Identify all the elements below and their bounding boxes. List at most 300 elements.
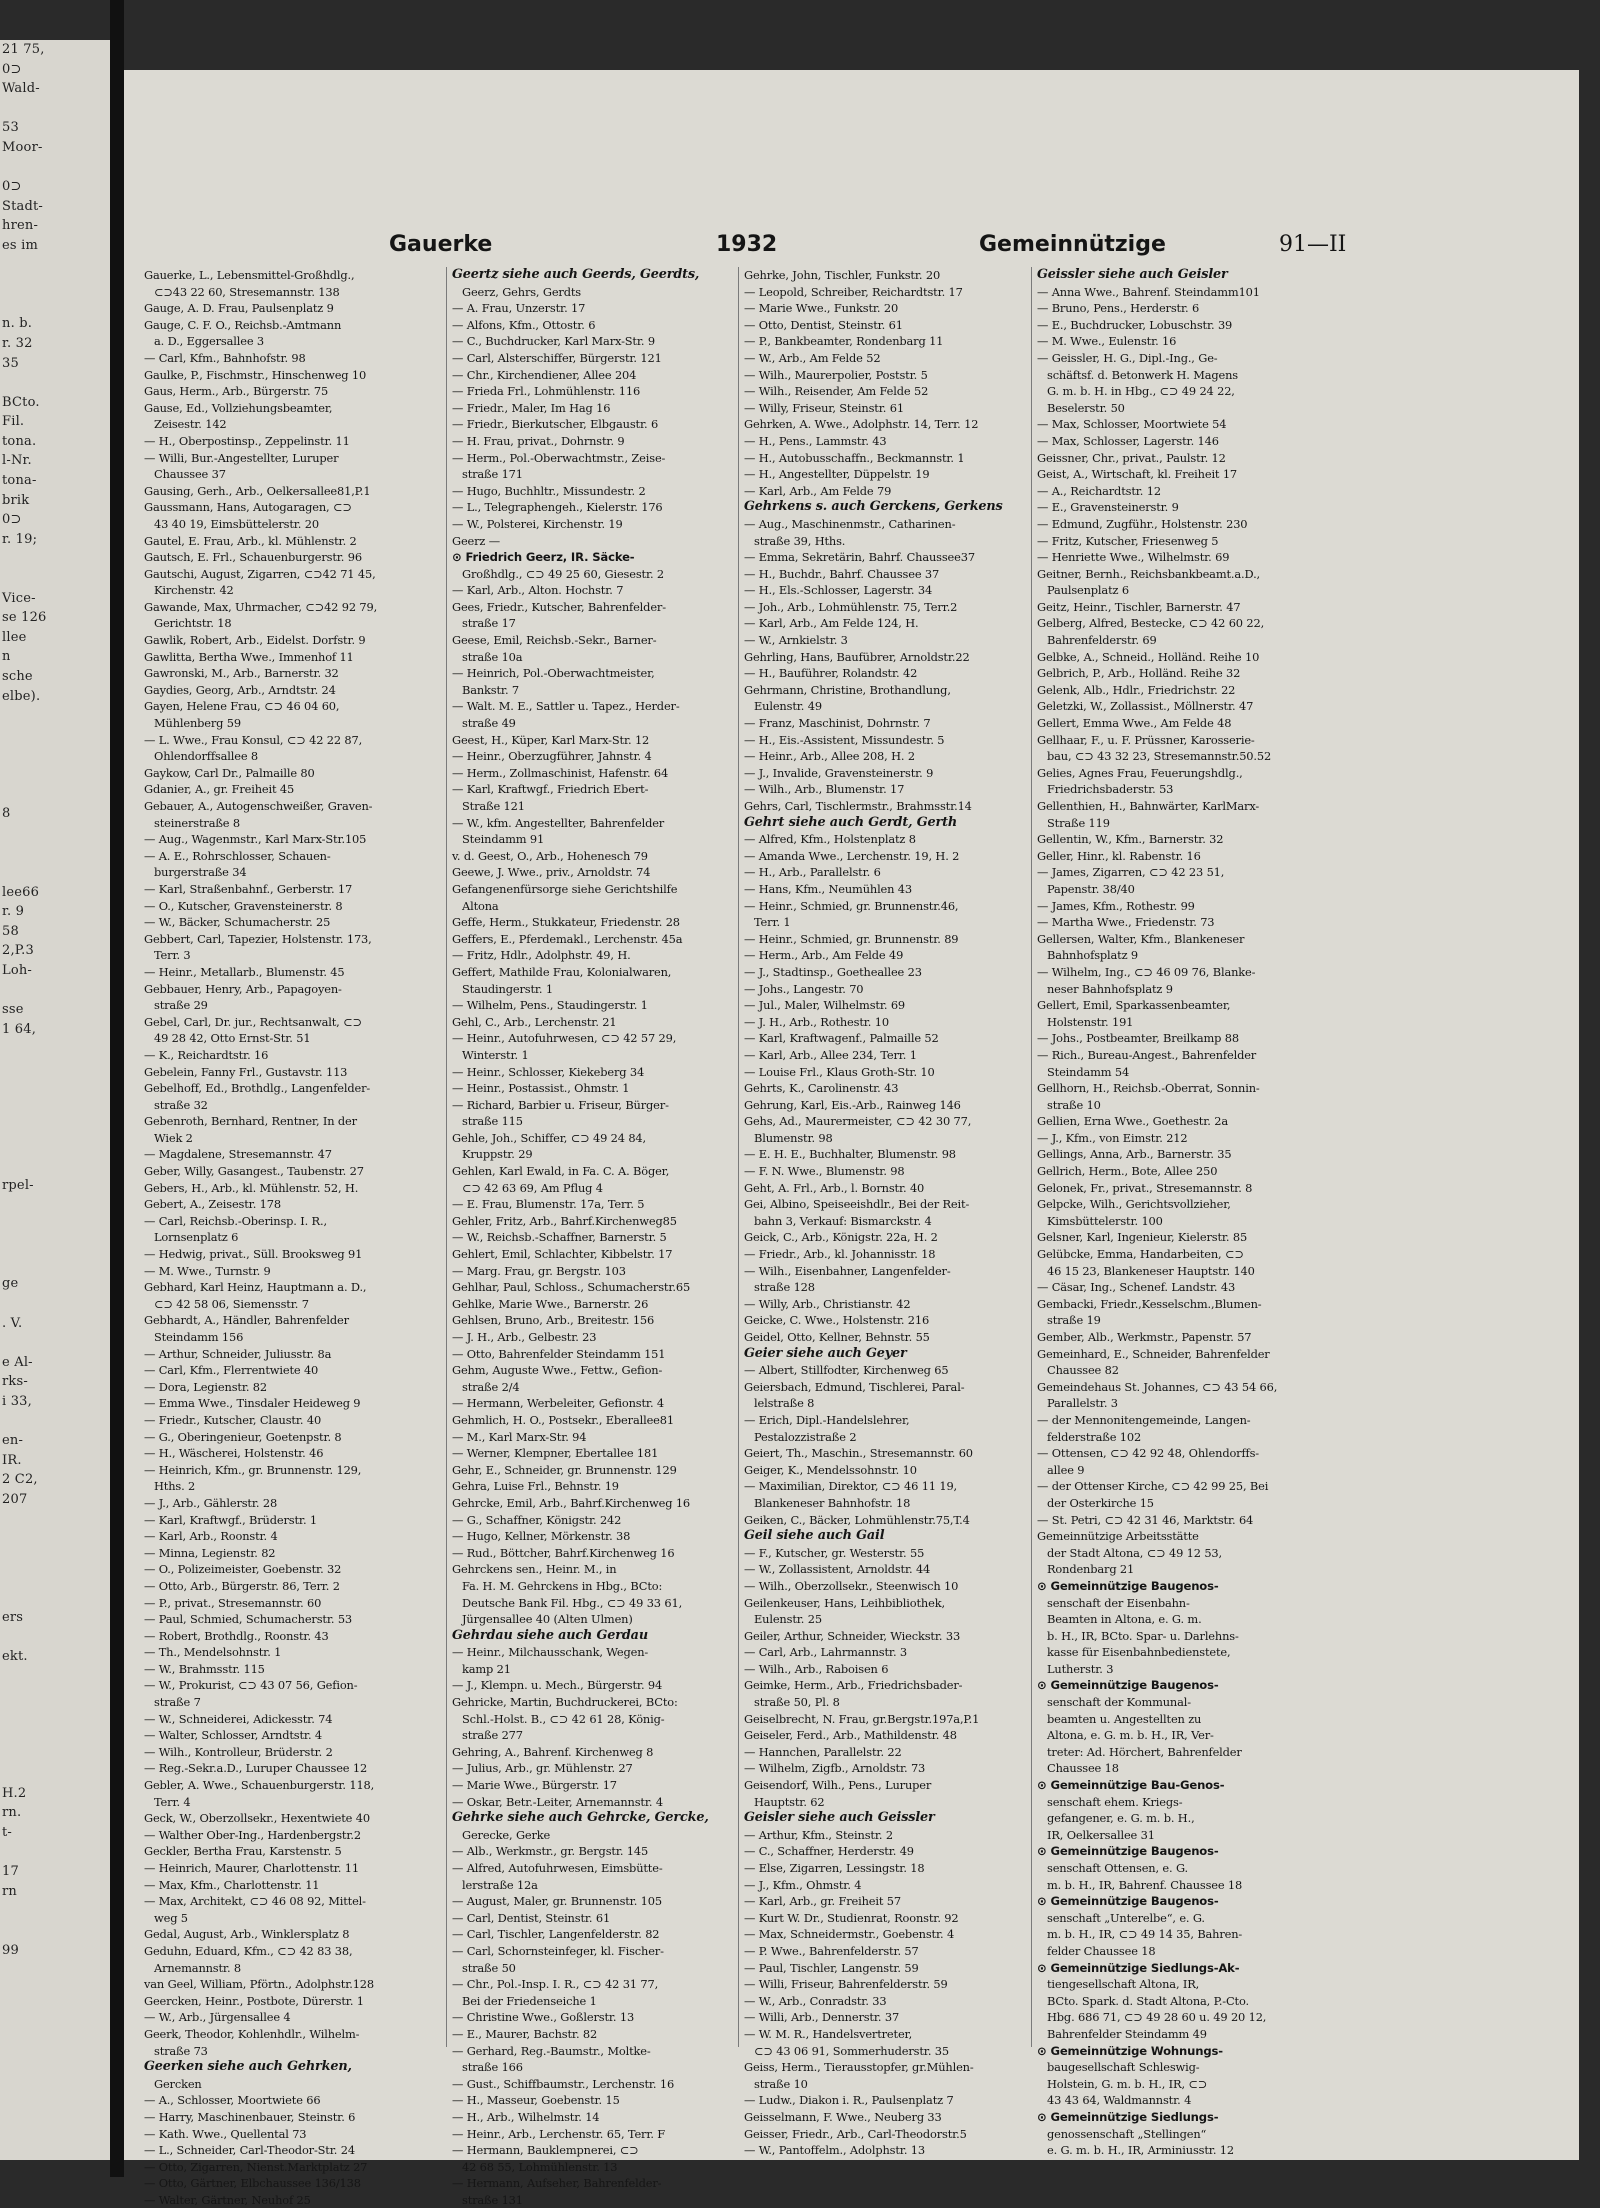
directory-entry: — E., Buchdrucker, Lobuschstr. 39 <box>1037 317 1233 332</box>
column-divider <box>738 267 739 2047</box>
directory-entry: — E., Maurer, Bachstr. 82 <box>452 2026 598 2041</box>
directory-entry: Geerz — <box>452 533 500 548</box>
adjacent-page-line: 35 <box>2 355 19 371</box>
directory-entry: — Otto, Arb., Bürgerstr. 86, Terr. 2 <box>144 1578 340 1593</box>
directory-entry: — O., Polizeimeister, Goebenstr. 32 <box>144 1562 342 1577</box>
entry-continuation: gefangener, e. G. m. b. H., <box>1047 1811 1195 1826</box>
directory-entry: — Marie Wwe., Funkstr. 20 <box>744 301 899 316</box>
entry-continuation: tiengesellschaft Altona, IR, <box>1047 1977 1200 1992</box>
directory-entry: Gauge, A. D. Frau, Paulsenplatz 9 <box>144 301 334 316</box>
entry-continuation: straße 166 <box>462 2060 523 2075</box>
adjacent-page-line: l-Nr. <box>2 453 32 469</box>
entry-continuation: Bahnhofsplatz 9 <box>1047 948 1139 963</box>
directory-entry: — Aug., Maschinenmstr., Catharinen- <box>744 516 956 531</box>
adjacent-page-line: r. 19; <box>2 531 38 547</box>
directory-entry: — Carl, Arb., Lahrmannstr. 3 <box>744 1645 907 1660</box>
entry-continuation: m. b. H., IR, Bahrenf. Chaussee 18 <box>1047 1877 1243 1892</box>
directory-entry: Gemeindehaus St. Johannes, ⊂⊃ 43 54 66, <box>1037 1379 1278 1394</box>
directory-entry: — Aug., Wagenmstr., Karl Marx-Str.105 <box>144 832 367 847</box>
directory-entry: — Karl, Arb., Am Felde 124, H. <box>744 616 919 631</box>
directory-entry: Gehrts, K., Carolinenstr. 43 <box>744 1081 899 1096</box>
entry-continuation: Straße 121 <box>462 799 525 813</box>
adjacent-page-line: 2 C2, <box>2 1472 38 1488</box>
adjacent-page-line: e Al- <box>2 1354 33 1370</box>
adjacent-page-line: 17 <box>2 1864 19 1880</box>
adjacent-page-line <box>0 1921 110 1941</box>
entry-continuation: felder Chaussee 18 <box>1047 1943 1156 1958</box>
entry-continuation: Altona, e. G. m. b. H., IR, Ver- <box>1047 1728 1214 1743</box>
directory-entry: van Geel, William, Pförtn., Adolphstr.128 <box>144 1977 374 1992</box>
directory-entry: — Franz, Maschinist, Dohrnstr. 7 <box>744 716 931 731</box>
adjacent-page-line: 53 <box>2 120 19 136</box>
directory-entry: Gauerke, L., Lebensmittel-Großhdlg., <box>144 268 355 282</box>
adjacent-page-line <box>0 726 110 746</box>
directory-entry: — Karl, Straßenbahnf., Gerberstr. 17 <box>144 881 353 896</box>
directory-entry: Gellert, Emil, Sparkassenbeamter, <box>1037 998 1231 1013</box>
directory-entry: — Wilhelm, Zigfb., Arnoldstr. 73 <box>744 1761 926 1776</box>
entry-continuation: Paulsenplatz 6 <box>1047 583 1129 598</box>
adjacent-page-line: 21 75, <box>2 42 45 57</box>
adjacent-page-line: 1 64, <box>2 1021 37 1037</box>
directory-entry: Gebers, H., Arb., kl. Mühlenstr. 52, H. <box>144 1180 359 1195</box>
header-year: 1932 <box>716 232 778 257</box>
directory-entry: Geiler, Arthur, Schneider, Wieckstr. 33 <box>744 1628 961 1643</box>
directory-entry: — Max, Architekt, ⊂⊃ 46 08 92, Mittel- <box>144 1894 366 1909</box>
directory-entry: — Karl, Arb., Roonstr. 4 <box>144 1529 278 1544</box>
header-last-entry: Gemeinnützige <box>979 232 1166 257</box>
adjacent-page-line <box>0 1588 110 1608</box>
adjacent-page-line: rn <box>2 1883 17 1899</box>
directory-entry: — Max, Schneidermstr., Goebenstr. 4 <box>744 1927 955 1942</box>
entry-continuation: straße 171 <box>462 467 523 482</box>
entry-continuation: straße 131 <box>462 2192 523 2207</box>
directory-entry: ⊙ Gemeinnützige Wohnungs- <box>1037 2043 1223 2058</box>
directory-entry: — C., Buchdrucker, Karl Marx-Str. 9 <box>452 334 655 349</box>
directory-entry: Gebenroth, Bernhard, Rentner, In der <box>144 1114 357 1129</box>
directory-entry: — J., Invalide, Gravensteinerstr. 9 <box>744 765 934 780</box>
adjacent-page-line <box>0 1901 110 1921</box>
adjacent-page-line: 99 <box>2 1942 19 1958</box>
directory-entry: Gehr, E., Schneider, gr. Brunnenstr. 129 <box>452 1462 677 1477</box>
directory-entry: Geissler siehe auch Geisler <box>1037 267 1228 282</box>
directory-entry: — Fritz, Kutscher, Friesenweg 5 <box>1037 533 1219 548</box>
entry-continuation: Mühlenberg 59 <box>154 716 241 731</box>
entry-continuation: weg 5 <box>154 1910 188 1925</box>
entry-continuation: Gercken <box>154 2076 202 2091</box>
directory-entry: — Ludw., Diakon i. R., Paulsenplatz 7 <box>744 2093 954 2108</box>
directory-entry: — W., Zollassistent, Arnoldstr. 44 <box>744 1562 931 1577</box>
directory-entry: — Dora, Legienstr. 82 <box>144 1379 267 1394</box>
adjacent-page-line <box>0 256 110 276</box>
directory-entry: — Willy, Arb., Christianstr. 42 <box>744 1296 911 1311</box>
directory-entry: — Gust., Schiffbaumstr., Lerchenstr. 16 <box>452 2076 675 2091</box>
entry-continuation: Holstenstr. 191 <box>1047 1014 1134 1029</box>
directory-entry: — Herm., Pol.-Oberwachtmstr., Zeise- <box>452 450 666 465</box>
adjacent-page-line <box>0 765 110 785</box>
directory-entry: — Walter, Schlosser, Arndtstr. 4 <box>144 1728 322 1743</box>
directory-entry: Gemeinhard, E., Schneider, Bahrenfelder <box>1037 1346 1270 1361</box>
entry-continuation: bau, ⊂⊃ 43 32 23, Stresemannstr.50.52 <box>1047 749 1272 764</box>
directory-entry: — Max, Schlosser, Lagerstr. 146 <box>1037 433 1219 448</box>
directory-entry: Gelpcke, Wilh., Gerichtsvollzieher, <box>1037 1197 1231 1212</box>
directory-entry: Geier siehe auch Geyer <box>744 1345 907 1361</box>
directory-entry: ⊙ Gemeinnützige Baugenos- <box>1037 1678 1219 1693</box>
adjacent-page-line: rn. <box>2 1805 22 1821</box>
directory-entry: — Carl, Schornsteinfeger, kl. Fischer- <box>452 1943 664 1958</box>
directory-entry: — H., Buchdr., Bahrf. Chaussee 37 <box>744 566 940 581</box>
directory-entry: Gebhard, Karl Heinz, Hauptmann a. D., <box>144 1280 367 1295</box>
directory-entry: Gebbert, Carl, Tapezier, Holstenstr. 173, <box>144 931 372 946</box>
directory-entry: — Willi, Bur.-Angestellter, Luruper <box>144 450 339 465</box>
directory-entry: — Harry, Maschinenbauer, Steinstr. 6 <box>144 2109 356 2124</box>
directory-entry: Geiger, K., Mendelssohnstr. 10 <box>744 1462 917 1477</box>
directory-entry: — St. Petri, ⊂⊃ 42 31 46, Marktstr. 64 <box>1037 1512 1254 1527</box>
directory-entry: — H., Eis.-Assistent, Missundestr. 5 <box>744 732 945 747</box>
directory-entry: Gehrcke, Emil, Arb., Bahrf.Kirchenweg 16 <box>452 1495 691 1510</box>
directory-entry: — Minna, Legienstr. 82 <box>144 1545 276 1560</box>
directory-entry: — Max, Schlosser, Moortwiete 54 <box>1037 417 1227 432</box>
directory-entry: Gehrckens sen., Heinr. M., in <box>452 1562 617 1577</box>
entry-continuation: a. D., Eggersallee 3 <box>154 334 264 349</box>
directory-entry: — Karl, Kraftwgf., Brüderstr. 1 <box>144 1512 317 1527</box>
directory-entry: — Heinr., Metallarb., Blumenstr. 45 <box>144 964 345 979</box>
directory-entry: Gehrs, Carl, Tischlermstr., Brahmsstr.14 <box>744 799 972 813</box>
entry-continuation: Staudingerstr. 1 <box>462 981 553 996</box>
directory-entry: Gebhardt, A., Händler, Bahrenfelder <box>144 1313 349 1328</box>
directory-entry: — Marie Wwe., Bürgerstr. 17 <box>452 1778 617 1793</box>
directory-entry: Gedal, August, Arb., Winklersplatz 8 <box>144 1927 350 1942</box>
entry-continuation: Winterstr. 1 <box>462 1047 529 1062</box>
directory-entry: — P., privat., Stresemannstr. 60 <box>144 1595 322 1610</box>
directory-entry: — Hedwig, privat., Süll. Brooksweg 91 <box>144 1247 363 1262</box>
entry-continuation: senschaft Ottensen, e. G. <box>1047 1861 1188 1875</box>
entry-continuation: Papenstr. 38/40 <box>1047 881 1135 896</box>
entry-continuation: ⊂⊃ 42 63 69, Am Pflug 4 <box>462 1180 603 1195</box>
adjacent-page-line <box>0 1098 110 1118</box>
directory-entry: — Chr., Kirchendiener, Allee 204 <box>452 367 637 382</box>
directory-entry: Gehrt siehe auch Gerdt, Gerth <box>744 814 957 830</box>
directory-entry: Geber, Willy, Gasangest., Taubenstr. 27 <box>144 1164 364 1179</box>
directory-entry: Gautsch, E. Frl., Schauenburgerstr. 96 <box>144 550 362 565</box>
directory-entry: — J. H., Arb., Rothestr. 10 <box>744 1014 889 1029</box>
directory-entry: — Gerhard, Reg.-Baumstr., Moltke- <box>452 2043 651 2058</box>
directory-entry: — Paul, Schmied, Schumacherstr. 53 <box>144 1612 353 1627</box>
directory-entry: Geertz siehe auch Geerds, Geerdts, <box>452 267 700 282</box>
entry-continuation: der Osterkirche 15 <box>1047 1495 1154 1510</box>
adjacent-page-line <box>0 785 110 805</box>
directory-entry: Geffers, E., Pferdemakl., Lerchenstr. 45a <box>452 931 683 946</box>
adjacent-page-line <box>0 373 110 393</box>
adjacent-page-line: Wald- <box>2 81 40 97</box>
entry-continuation: Jürgensallee 40 (Alten Ulmen) <box>462 1612 633 1627</box>
directory-entry: Gembacki, Friedr.,Kesselschm.,Blumen- <box>1037 1296 1262 1311</box>
directory-entry: Geest, H., Küper, Karl Marx-Str. 12 <box>452 732 650 747</box>
directory-entry: — Karl, Kraftwgf., Friedrich Ebert- <box>452 782 649 797</box>
directory-entry: — Willi, Friseur, Bahrenfelderstr. 59 <box>744 1977 948 1992</box>
directory-entry: Geiert, Th., Maschin., Stresemannstr. 60 <box>744 1446 973 1461</box>
directory-entry: — H., Wäscherei, Holstenstr. 46 <box>144 1446 324 1461</box>
adjacent-page-line: sse <box>2 1002 24 1018</box>
entry-continuation: steinerstraße 8 <box>154 815 240 830</box>
directory-entry: — Rich., Bureau-Angest., Bahrenfelder <box>1037 1047 1257 1062</box>
directory-entry: — Reg.-Sekr.a.D., Luruper Chaussee 12 <box>144 1761 368 1776</box>
directory-entry: Geicke, C. Wwe., Holstenstr. 216 <box>744 1313 930 1328</box>
directory-entry: — Otto, Dentist, Steinstr. 61 <box>744 317 903 332</box>
directory-entry: Geese, Emil, Reichsb.-Sekr., Barner- <box>452 633 657 648</box>
entry-continuation: Bei der Friedenseiche 1 <box>462 1993 597 2008</box>
directory-entry: Gehlsen, Bruno, Arb., Breitestr. 156 <box>452 1313 655 1328</box>
directory-entry: — H., Arb., Parallelstr. 6 <box>744 865 881 880</box>
directory-entry: Gehricke, Martin, Buchdruckerei, BCto: <box>452 1695 678 1710</box>
directory-entry: — J., Kfm., Ohmstr. 4 <box>744 1877 862 1892</box>
adjacent-page-line: Vice- <box>2 590 36 606</box>
entry-continuation: Geerz, Gehrs, Gerdts <box>462 284 581 299</box>
directory-entry: Gehrung, Karl, Eis.-Arb., Rainweg 146 <box>744 1097 961 1112</box>
directory-entry: — Karl, Arb., Alton. Hochstr. 7 <box>452 583 624 598</box>
directory-entry: — H., Pens., Lammstr. 43 <box>744 433 887 448</box>
directory-entry: — Karl, Arb., Allee 234, Terr. 1 <box>744 1047 917 1062</box>
directory-entry: — James, Zigarren, ⊂⊃ 42 23 51, <box>1037 865 1225 880</box>
directory-entry: — Wilh., Arb., Raboisen 6 <box>744 1661 889 1676</box>
entry-continuation: bahn 3, Verkauf: Bismarckstr. 4 <box>754 1213 932 1228</box>
directory-entry: — M. Wwe., Turnstr. 9 <box>144 1263 271 1278</box>
entry-continuation: Deutsche Bank Fil. Hbg., ⊂⊃ 49 33 61, <box>462 1595 683 1610</box>
directory-entry: Gebler, A. Wwe., Schauenburgerstr. 118, <box>144 1778 375 1793</box>
directory-entry: — H., Autobusschaffn., Beckmannstr. 1 <box>744 450 965 465</box>
directory-entry: Geckler, Bertha Frau, Karstenstr. 5 <box>144 1844 342 1859</box>
adjacent-page-line <box>0 1118 110 1138</box>
directory-entry: Gawlitta, Bertha Wwe., Immenhof 11 <box>144 649 354 664</box>
entry-continuation: straße 277 <box>462 1728 523 1743</box>
directory-entry: Geerken siehe auch Gehrken, <box>144 2059 352 2075</box>
directory-entry: Geisser, Friedr., Arb., Carl-Theodorstr.5 <box>744 2126 967 2141</box>
directory-entry: — A., Reichardtstr. 12 <box>1037 483 1161 498</box>
directory-entry: — P., Bankbeamter, Rondenbarg 11 <box>744 334 944 349</box>
directory-entry: Gehrke siehe auch Gehrcke, Gercke, <box>452 1810 709 1826</box>
directory-entry: Gellien, Erna Wwe., Goethestr. 2a <box>1037 1114 1228 1129</box>
directory-entry: Geimke, Herm., Arb., Friedrichsbader- <box>744 1678 963 1693</box>
directory-entry: Gellenthien, H., Bahnwärter, KarlMarx- <box>1037 799 1260 813</box>
directory-entry: Gehlke, Marie Wwe., Barnerstr. 26 <box>452 1296 649 1311</box>
directory-entry: Gdanier, A., gr. Freiheit 45 <box>144 782 295 797</box>
adjacent-page-line: Moor- <box>2 139 43 155</box>
directory-entry: — der Mennonitengemeinde, Langen- <box>1037 1412 1251 1427</box>
directory-entry: Gefangenenfürsorge siehe Gerichtshilfe <box>452 881 678 896</box>
directory-entry: Gehle, Joh., Schiffer, ⊂⊃ 49 24 84, <box>452 1130 646 1145</box>
directory-entry: — Kurt W. Dr., Studienrat, Roonstr. 92 <box>744 1910 959 1925</box>
directory-entry: Gehrmann, Christine, Brothandlung, <box>744 682 951 697</box>
directory-entry: — W., kfm. Angestellter, Bahrenfelder <box>452 815 665 830</box>
directory-entry: Gelsner, Karl, Ingenieur, Kielerstr. 85 <box>1037 1230 1248 1245</box>
directory-entry: Gellings, Anna, Arb., Barnerstr. 35 <box>1037 1147 1232 1162</box>
directory-entry: Gember, Alb., Werkmstr., Papenstr. 57 <box>1037 1330 1252 1344</box>
header-first-entry: Gauerke <box>389 232 493 257</box>
directory-entry: — Alb., Werkmstr., gr. Bergstr. 145 <box>452 1844 649 1859</box>
directory-entry: Geiken, C., Bäcker, Lohmühlenstr.75,T.4 <box>744 1512 970 1527</box>
directory-entry: Gaulke, P., Fischmstr., Hinschenweg 10 <box>144 367 367 382</box>
directory-entry: — Willy, Friseur, Steinstr. 61 <box>744 400 904 415</box>
directory-entry: — G., Schaffner, Königstr. 242 <box>452 1512 622 1527</box>
entry-continuation: straße 128 <box>754 1280 815 1295</box>
directory-entry: Geiseler, Ferd., Arb., Mathildenstr. 48 <box>744 1728 957 1743</box>
directory-entry: — Wilh., Oberzollsekr., Steenwisch 10 <box>744 1578 959 1593</box>
directory-entry: — Maximilian, Direktor, ⊂⊃ 46 11 19, <box>744 1479 958 1494</box>
running-header <box>124 228 1579 262</box>
adjacent-page-line <box>0 843 110 863</box>
entry-continuation: Rondenbarg 21 <box>1047 1562 1135 1577</box>
directory-entry: Gehrdau siehe auch Gerdau <box>452 1627 648 1643</box>
adjacent-page-line: . V. <box>2 1315 23 1331</box>
directory-entry: Geletzki, W., Zollassist., Möllnerstr. 47 <box>1037 699 1254 714</box>
directory-entry: Gehrling, Hans, Baufübrer, Arnoldstr.22 <box>744 649 970 664</box>
directory-entry: — Hans, Kfm., Neumühlen 43 <box>744 881 912 896</box>
directory-entry: — G., Oberingenieur, Goetenpstr. 8 <box>144 1429 342 1444</box>
directory-entry: Gebert, A., Zeisestr. 178 <box>144 1197 281 1212</box>
entry-continuation: Hbg. 686 71, ⊂⊃ 49 28 60 u. 49 20 12, <box>1047 2010 1267 2025</box>
entry-continuation: Gerichtstr. 18 <box>154 616 232 631</box>
directory-entry: — Walt. M. E., Sattler u. Tapez., Herder- <box>452 699 680 714</box>
directory-entry: — Heinr., Arb., Lerchenstr. 65, Terr. F <box>452 2126 666 2141</box>
entry-continuation: senschaft der Eisenbahn- <box>1047 1595 1190 1610</box>
column-4 <box>1037 267 1335 2158</box>
entry-continuation: Eulenstr. 49 <box>754 699 822 714</box>
entry-continuation: 42 68 55, Lohmühlenstr. 13 <box>462 2159 618 2174</box>
directory-entry: Gehler, Fritz, Arb., Bahrf.Kirchenweg85 <box>452 1213 677 1228</box>
directory-entry: — F. N. Wwe., Blumenstr. 98 <box>744 1164 905 1179</box>
directory-entry: — Walter, Gärtner, Neuhof 25 <box>144 2192 311 2207</box>
directory-entry: Gebelhoff, Ed., Brothdlg., Langenfelder- <box>144 1081 371 1096</box>
entry-continuation: Kirchenstr. 42 <box>154 583 234 598</box>
directory-entry: — Heinr., Milchausschank, Wegen- <box>452 1645 649 1660</box>
directory-entry: — Jul., Maler, Wilhelmstr. 69 <box>744 998 906 1013</box>
directory-entry: Geitz, Heinr., Tischler, Barnerstr. 47 <box>1037 599 1241 614</box>
adjacent-page-line: brik <box>2 492 30 508</box>
directory-entry: Gehlen, Karl Ewald, in Fa. C. A. Böger, <box>452 1164 670 1179</box>
directory-entry: Geidel, Otto, Kellner, Behnstr. 55 <box>744 1330 930 1344</box>
directory-entry: Geck, W., Oberzollsekr., Hexentwiete 40 <box>144 1811 370 1826</box>
adjacent-page-line: 0⊃ <box>2 179 22 195</box>
directory-entry: Geick, C., Arb., Königstr. 22a, H. 2 <box>744 1230 938 1245</box>
directory-entry: Gaykow, Carl Dr., Palmaille 80 <box>144 765 315 780</box>
entry-continuation: Beselerstr. 50 <box>1047 400 1125 415</box>
directory-entry: — H., Els.-Schlosser, Lagerstr. 34 <box>744 583 933 598</box>
adjacent-page-line: rks- <box>2 1374 28 1390</box>
directory-entry: — Bruno, Pens., Herderstr. 6 <box>1037 301 1200 316</box>
page-number: 91—II <box>1279 232 1347 257</box>
directory-entry: — Alfred, Autofuhrwesen, Eimsbütte- <box>452 1861 663 1875</box>
directory-entry: — Wilh., Reisender, Am Felde 52 <box>744 384 929 399</box>
directory-entry: — Amanda Wwe., Lerchenstr. 19, H. 2 <box>744 848 960 863</box>
entry-continuation: kamp 21 <box>462 1661 511 1676</box>
directory-entry: — Hannchen, Parallelstr. 22 <box>744 1744 902 1759</box>
adjacent-page-fragment <box>0 40 110 2160</box>
adjacent-page-line <box>0 1705 110 1725</box>
adjacent-page-line <box>0 1412 110 1432</box>
directory-entry: — Herm., Zollmaschinist, Hafenstr. 64 <box>452 765 669 780</box>
adjacent-page-line: elbe). <box>2 688 41 704</box>
directory-entry: — Heinr., Schlosser, Kiekeberg 34 <box>452 1064 645 1079</box>
directory-entry: Gelberg, Alfred, Bestecke, ⊂⊃ 42 60 22, <box>1037 616 1265 631</box>
directory-entry: — Friedr., Kutscher, Claustr. 40 <box>144 1412 322 1427</box>
adjacent-page-line: r. 9 <box>2 904 25 920</box>
adjacent-page-line: es im <box>2 237 38 253</box>
adjacent-page-line: i 33, <box>2 1393 32 1409</box>
adjacent-page-line: Loh- <box>2 962 33 978</box>
directory-entry: — Wilh., Eisenbahner, Langenfelder- <box>744 1263 951 1278</box>
entry-continuation: senschaft „Unterelbe“, e. G. <box>1047 1910 1205 1925</box>
directory-entry: Geil siehe auch Gail <box>744 1528 885 1544</box>
directory-entry: — Edmund, Zugführ., Holstenstr. 230 <box>1037 516 1248 531</box>
adjacent-page-line <box>0 824 110 844</box>
directory-entry: — August, Maler, gr. Brunnenstr. 105 <box>452 1894 662 1909</box>
directory-entry: — Walther Ober-Ing., Hardenbergstr.2 <box>144 1827 361 1842</box>
adjacent-page-line <box>0 1039 110 1059</box>
directory-entry: — Frieda Frl., Lohmühlenstr. 116 <box>452 384 641 399</box>
entry-continuation: Chaussee 18 <box>1047 1761 1119 1776</box>
directory-entry: — Friedr., Arb., kl. Johannisstr. 18 <box>744 1247 936 1262</box>
directory-entry: Gebbauer, Henry, Arb., Papagoyen- <box>144 981 342 996</box>
adjacent-page-line: 207 <box>2 1491 28 1507</box>
adjacent-page-line: n <box>2 649 11 665</box>
adjacent-page-line <box>0 1843 110 1863</box>
adjacent-page-line <box>0 549 110 569</box>
directory-entry: ⊙ Friedrich Geerz, IR. Säcke- <box>452 550 635 565</box>
entry-continuation: 46 15 23, Blankeneser Hauptstr. 140 <box>1047 1263 1255 1278</box>
entry-continuation: Ohlendorffsallee 8 <box>154 749 258 764</box>
directory-entry: — Wilhelm, Pens., Staudingerstr. 1 <box>452 998 648 1013</box>
directory-entry: Geiselbrecht, N. Frau, gr.Bergstr.197a,P.1 <box>744 1711 980 1726</box>
directory-entry: — Karl, Arb., Am Felde 79 <box>744 483 892 498</box>
directory-entry: Gausing, Gerh., Arb., Oelkersallee81,P.1 <box>144 483 371 498</box>
directory-entry: — Anna Wwe., Bahrenf. Steindamm101 <box>1037 284 1260 299</box>
directory-entry: — Julius, Arb., gr. Mühlenstr. 27 <box>452 1761 633 1776</box>
entry-continuation: e. G. m. b. H., IR, Arminiusstr. 12 <box>1047 2143 1234 2158</box>
entry-continuation: m. b. H., IR, ⊂⊃ 49 14 35, Bahren- <box>1047 1927 1243 1942</box>
adjacent-page-line <box>0 1627 110 1647</box>
directory-entry: — L., Schneider, Carl-Theodor-Str. 24 <box>144 2143 355 2158</box>
directory-entry: — Richard, Barbier u. Friseur, Bürger- <box>452 1097 669 1112</box>
directory-entry: — Geissler, H. G., Dipl.-Ing., Ge- <box>1037 350 1218 365</box>
adjacent-page-line <box>0 1255 110 1275</box>
directory-entry: — Karl, Kraftwagenf., Palmaille 52 <box>744 1031 939 1046</box>
directory-entry: Gellhorn, H., Reichsb.-Oberrat, Sonnin- <box>1037 1081 1260 1096</box>
entry-continuation: 49 28 42, Otto Ernst-Str. 51 <box>154 1031 311 1046</box>
directory-entry: — H., Angestellter, Düppelstr. 19 <box>744 467 930 482</box>
directory-entry: Geffert, Mathilde Frau, Kolonialwaren, <box>452 964 672 979</box>
entry-continuation: ⊂⊃ 43 06 91, Sommerhuderstr. 35 <box>754 2043 949 2058</box>
adjacent-page-line: Fil. <box>2 414 25 430</box>
directory-entry: — Kath. Wwe., Quellental 73 <box>144 2126 307 2141</box>
entry-continuation: straße 10 <box>754 2076 808 2091</box>
directory-entry: — H., Oberpostinsp., Zeppelinstr. 11 <box>144 433 350 448</box>
entry-continuation: Straße 119 <box>1047 815 1110 830</box>
adjacent-page-line: llee <box>2 629 27 645</box>
entry-continuation: Holstein, G. m. b. H., IR, ⊂⊃ <box>1047 2076 1208 2091</box>
directory-entry: Gautschi, August, Zigarren, ⊂⊃42 71 45, <box>144 566 376 581</box>
column-divider <box>1031 267 1032 2047</box>
entry-continuation: straße 10 <box>1047 1097 1101 1112</box>
directory-entry: — Alfons, Kfm., Ottostr. 6 <box>452 317 596 332</box>
adjacent-page-line <box>0 745 110 765</box>
entry-continuation: allee 9 <box>1047 1462 1085 1477</box>
directory-entry: Gehlert, Emil, Schlachter, Kibbelstr. 17 <box>452 1247 673 1262</box>
adjacent-page-line: BCto. <box>2 394 40 410</box>
entry-continuation: G. m. b. H. in Hbg., ⊂⊃ 49 24 22, <box>1047 384 1235 399</box>
adjacent-page-line <box>0 1745 110 1765</box>
adjacent-page-line: t- <box>2 1825 13 1841</box>
directory-entry: — Cäsar, Ing., Schenef. Landstr. 43 <box>1037 1280 1236 1295</box>
directory-entry: — Heinr., Schmied, gr. Brunnenstr. 89 <box>744 931 959 946</box>
